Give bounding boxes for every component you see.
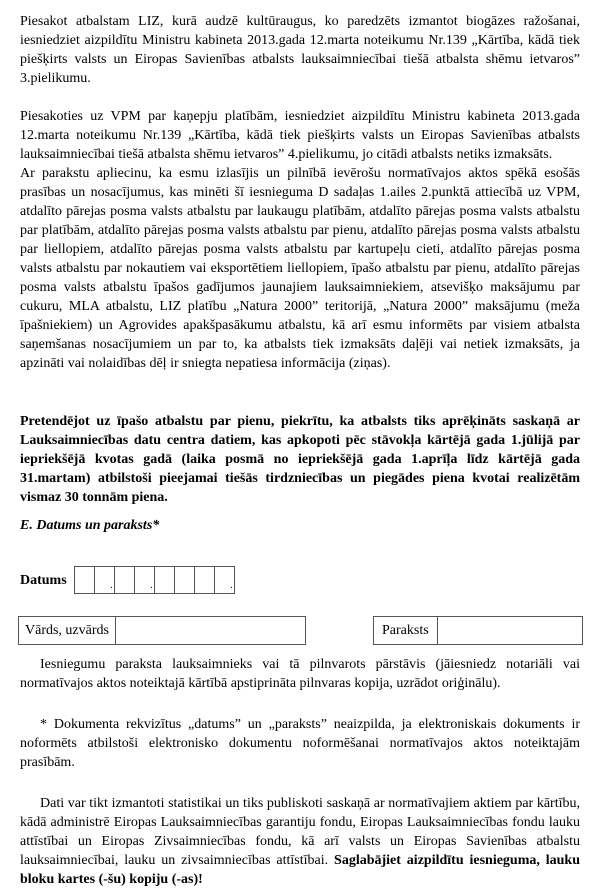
date-digit-box[interactable] — [75, 567, 95, 593]
date-digit-box[interactable] — [135, 567, 155, 593]
date-digit-box[interactable] — [175, 567, 195, 593]
vpm-paragraph: Piesakoties uz VPM par kaņepju platībām, iesniedziet aizpildītu Ministru kabineta 2013.gada 12.marta noteikumu Nr.139 „Kārtība, kādā tiek piešķirts valsts un Eiropas Savienības atbalsts lauksaimniecībai tiešā atbalsta shēmu ietvaros” 4.pielikumu, jo citādi atbalsts netiks izmaksāts. — [20, 109, 580, 162]
date-digit-box[interactable] — [115, 567, 135, 593]
section-e-heading: E. Datums un paraksts* — [20, 518, 160, 533]
date-digit-box[interactable] — [195, 567, 215, 593]
declaration-paragraph: Ar parakstu apliecinu, ka esmu izlasījis un pilnībā ievērošu normatīvajos aktos spēkā esošās prasības un nosacījumus, kas minēti šī iesnieguma D sadaļas 1.ailes 2.punktā attiecībā uz VPM, atdalīto pārejas posma valsts atbalstu par laukaugu platībām, atdalīto pārejas posma valsts atbalstu par platībām, atdalīto pārejas posma valsts atbalstu par pienu, atdalīto pārejas posma valsts atbalstu par liellopiem, atdalīto pārejas posma valsts atbalstu par kartupeļu cieti, atdalīto pārejas posma valsts atbalstu par nokautiem vai eksportētiem liellopiem, īpašo atbalstu par pienu, atdalīto pārejas posma valsts atbalstu īpašos gadījumos jaunajiem lauksaimniekiem, atsevišķo maksājumu par cukuru, MLA atbalstu, LIZ platību „Natura 2000” teritorijā, „Natura 2000” maksājumu (meža īpašniekiem) un Agrovides apakšpasākumu atbalstu, kā arī esmu informēts par visiem atbalsta saņemšanas nosacījumiem un par to, ka atbalsts tiek izmaksāts daļēji vai netiek izmaksāts, ja apzināti vai nolaidības dēļ ir sniegta nepatiesa informācija (ziņas). — [20, 166, 580, 371]
data-use-note — [20, 794, 580, 889]
signer-note: Iesniegumu paraksta lauksaimnieks vai tā pilnvarots pārstāvis (jāiesniedz notariāli vai normatīvajos aktos noteiktajā kārtībā apstiprināta pilnvaras kopija, uzrādot oriģinālu). — [20, 657, 580, 691]
date-label: Datums — [20, 572, 67, 588]
name-field-row — [18, 616, 306, 645]
date-digit-box[interactable] — [95, 567, 115, 593]
date-input[interactable] — [74, 566, 235, 594]
data-use-text: Dati var tikt izmantoti statistikai un tiks publiskoti saskaņā ar normatīvajiem aktiem par kārtību, kādā administrē Eiropas Lauksaimniecības garantiju fondu, Eiropas Lauksaimniecības fondu lauku attīstībai un Eiropas Zivsaimniecības fondu, kā arī valsts un Eiropas Savienības atbalstu lauksaimniecībai, lauku un zivsaimniecības attīstībai. — [20, 796, 580, 868]
date-separator: . — [110, 580, 113, 591]
date-digit-box[interactable] — [215, 567, 234, 593]
milk-support-paragraph: Pretendējot uz īpašo atbalstu par pienu, piekrītu, ka atbalsts tiks aprēķināts saskaņā ar Lauksaimniecības datu centra datiem, kas apkopoti pēc stāvokļa kārtējā gada 1.jūlijā par iepriekšējā kvotas gadā (laika posmā no iepriekšējā gada 1.aprīļa līdz kārtējā gada 31.martam) atbilstoši pieejamai tiešās tirdzniecības un piegādes piena kvotai realizētām vismaz 30 tonnām piena. — [20, 414, 580, 505]
date-separator: . — [230, 580, 233, 591]
liz-paragraph: Piesakot atbalstam LIZ, kurā audzē kultūraugus, ko paredzēts izmantot biogāzes ražošanai, iesniedziet aizpildītu Ministru kabineta 2013.gada 12.marta noteikumu Nr.139 „Kārtība, kādā tiek piešķirts valsts un Eiropas Savienības atbalsts lauksaimniecībai tiešā atbalsta shēmu ietvaros” 3.pielikumu. — [20, 14, 580, 86]
save-reminder: Saglabājiet aizpildītu iesnieguma, lauku bloku kartes (-šu) kopiju (-as)! — [20, 853, 581, 887]
signature-field-row — [373, 616, 583, 645]
date-digit-box[interactable] — [155, 567, 175, 593]
footnote: * Dokumenta rekvizītus „datums” un „paraksts” neaizpilda, ja elektroniskais dokuments ir noformēts atbilstoši elektronisko dokumentu noformēšanai normatīvajos aktos noteiktajām prasībām. — [20, 717, 580, 770]
date-separator: . — [150, 580, 153, 591]
date-row — [20, 566, 235, 594]
signature-label: Paraksts — [374, 617, 438, 644]
name-label: Vārds, uzvārds — [19, 617, 116, 644]
name-input[interactable] — [116, 617, 305, 644]
signature-input[interactable] — [438, 617, 582, 644]
